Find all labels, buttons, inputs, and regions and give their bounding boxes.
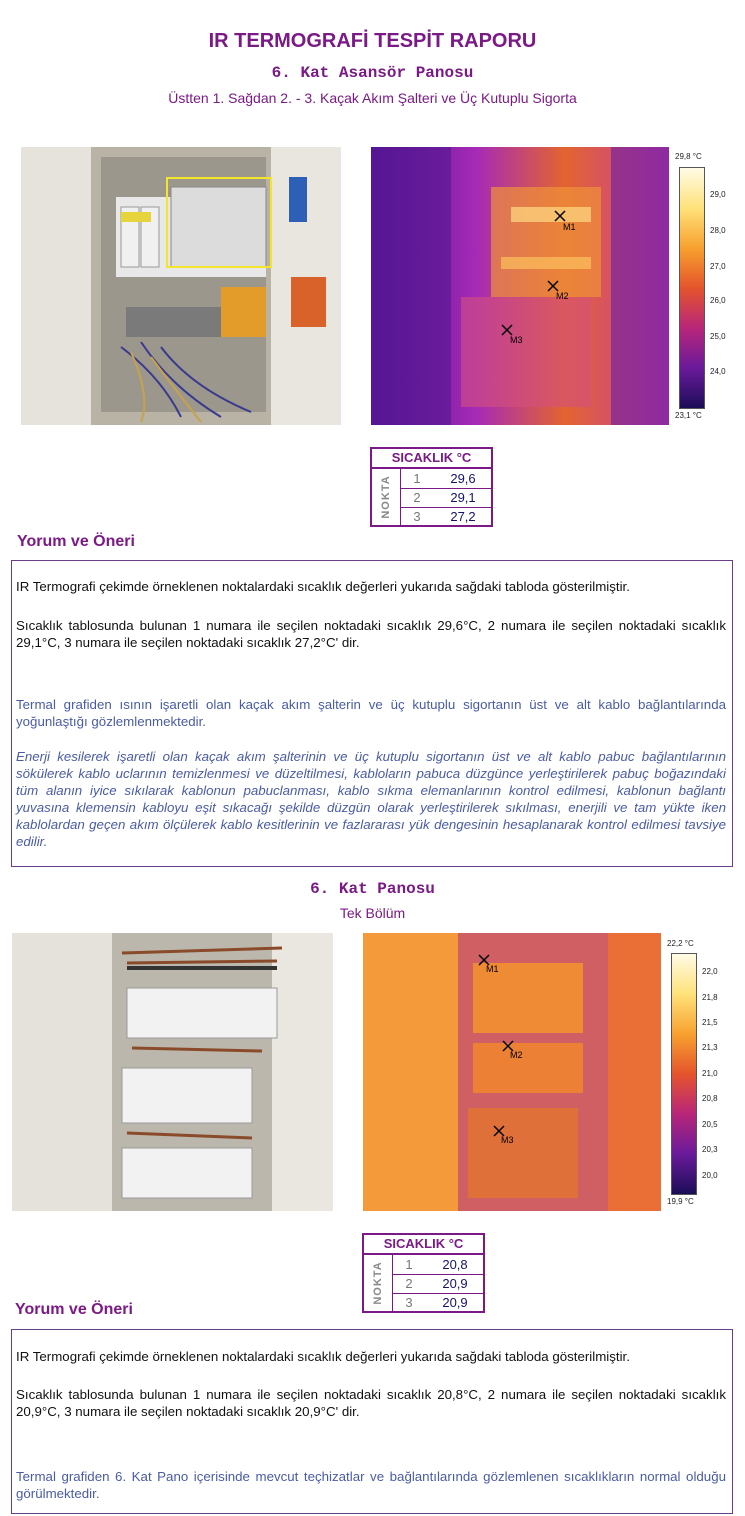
temperature-table-1 xyxy=(370,447,493,527)
panel-photo-2 xyxy=(12,933,333,1211)
comment-paragraph: IR Termografi çekimde örneklenen noktalardaki sıcaklık değerleri yukarıda sağdaki tabloda gösterilmiştir. xyxy=(16,1349,630,1364)
marker-m2: M2 xyxy=(556,291,569,301)
scale1-tick: 29,0 xyxy=(710,190,726,199)
temperature-table-2 xyxy=(362,1233,485,1313)
point-number: 1 xyxy=(405,1257,413,1272)
scale1-tick: 24,0 xyxy=(710,367,726,376)
point-number: 3 xyxy=(405,1295,413,1310)
scale2-tick: 20,3 xyxy=(702,1145,718,1154)
point-value: 29,1 xyxy=(450,490,476,505)
marker-m2: M2 xyxy=(510,1050,523,1060)
point-value: 27,2 xyxy=(450,509,476,524)
table-header: SICAKLIK °C xyxy=(372,449,491,469)
scale2-tick: 21,0 xyxy=(702,1069,718,1078)
report-title: IR TERMOGRAFİ TESPİT RAPORU xyxy=(208,30,537,52)
scale2-tick: 21,5 xyxy=(702,1018,718,1027)
point-number: 2 xyxy=(413,490,421,505)
comment-paragraph: Sıcaklık tablosunda bulunan 1 numara ile seçilen noktadaki sıcaklık 29,6°C, 2 numara ile seçilen noktadaki sıcaklık 29,1°C, 3 numara ile seçilen noktadaki sıcaklık 27,2°C' dir. xyxy=(16,618,726,650)
table-row xyxy=(393,1255,483,1275)
scale1-tick: 28,0 xyxy=(710,226,726,235)
section2-heading: 6. Kat Panosu xyxy=(310,880,435,898)
point-number: 2 xyxy=(405,1276,413,1291)
comment-box-2 xyxy=(11,1329,733,1514)
comment-title-1: Yorum ve Öneri xyxy=(17,533,135,550)
marker-m1: M1 xyxy=(563,222,576,232)
scale1-max: 29,8 °C xyxy=(675,152,702,161)
scale2-tick: 21,3 xyxy=(702,1043,718,1052)
thermal-image-1 xyxy=(371,147,669,425)
section2-subheading: Tek Bölüm xyxy=(339,905,406,921)
marker-m3: M3 xyxy=(501,1135,514,1145)
point-number: 1 xyxy=(413,471,421,486)
marker-m3: M3 xyxy=(510,335,523,345)
scale1-tick: 25,0 xyxy=(710,332,726,341)
panel-photo-1 xyxy=(21,147,341,425)
table-header: SICAKLIK °C xyxy=(364,1235,483,1255)
section1-heading: 6. Kat Asansör Panosu xyxy=(271,64,474,82)
scale2-min: 19,9 °C xyxy=(667,1197,694,1206)
point-value: 29,6 xyxy=(450,471,476,486)
point-value: 20,8 xyxy=(442,1257,468,1272)
comment-box-1 xyxy=(11,560,733,867)
section1-subheading: Üstten 1. Sağdan 2. - 3. Kaçak Akım Şalteri ve Üç Kutuplu Sigorta xyxy=(168,90,577,106)
point-value: 20,9 xyxy=(442,1276,468,1291)
thermal-image-2 xyxy=(363,933,661,1211)
table-row xyxy=(401,488,491,508)
marker-m1: M1 xyxy=(486,964,499,974)
table-side-label: NOKTA xyxy=(380,475,392,519)
scale1-tick: 26,0 xyxy=(710,296,726,305)
scale2-tick: 20,5 xyxy=(702,1120,718,1129)
scale2-tick: 20,8 xyxy=(702,1094,718,1103)
scale2-max: 22,2 °C xyxy=(667,939,694,948)
comment-paragraph: IR Termografi çekimde örneklenen noktalardaki sıcaklık değerleri yukarıda sağdaki tabloda gösterilmiştir. xyxy=(16,579,630,594)
scale2-tick: 20,0 xyxy=(702,1171,718,1180)
table-row xyxy=(401,507,491,526)
table-row xyxy=(401,469,491,489)
table-row xyxy=(393,1274,483,1294)
point-value: 20,9 xyxy=(442,1295,468,1310)
comment-paragraph: Enerji kesilerek işaretli olan kaçak akım şalterinin ve üç kutuplu sigortanın üst ve alt kablo pabuc bağlantılarının sökülerek kablo uclarının temizlenmesi ve düzeltilmesi, kabloların pabuca düzgünce yerleştirilerek pabuç boğazındaki tüm alanın iyice sıkılarak kablonun pabuclanması, kablo sıkma elemanlarının kontrol edilmesi, kablonun bağlantı yuvasına klemensin kabloyu eşit sıkacağı şekilde düzgün olarak yerleştirilerek sıkılması, enerjili ve tam yükte iken kablolardan geçen akım ölçülerek kablo kesitlerinin ve fazlararası yük dengesinin hesaplanarak kontrol edilmesi tavsiye edilir. xyxy=(16,749,726,849)
comment-paragraph: Sıcaklık tablosunda bulunan 1 numara ile seçilen noktadaki sıcaklık 20,8°C, 2 numara ile seçilen noktadaki sıcaklık 20,9°C, 3 numara ile seçilen noktadaki sıcaklık 20,9°C' dir. xyxy=(16,1387,726,1419)
comment-paragraph: Termal grafiden 6. Kat Pano içerisinde mevcut teçhizatlar ve bağlantılarında gözlemlenen sıcaklıkların normal olduğu görülmektedir. xyxy=(16,1469,726,1501)
scale1-min: 23,1 °C xyxy=(675,411,702,420)
table-row xyxy=(393,1293,483,1312)
scale1-colorbar xyxy=(679,167,705,409)
comment-title-2: Yorum ve Öneri xyxy=(15,1301,133,1318)
point-number: 3 xyxy=(413,509,421,524)
scale2-colorbar xyxy=(671,953,697,1195)
scale2-tick: 22,0 xyxy=(702,967,718,976)
comment-paragraph: Termal grafiden ısının işaretli olan kaçak akım şalterin ve üç kutuplu sigortanın üst ve alt kablo bağlantılarında yoğunlaştığı gözlemlenmektedir. xyxy=(16,697,726,729)
table-side-label: NOKTA xyxy=(372,1261,384,1305)
scale1-tick: 27,0 xyxy=(710,262,726,271)
scale2-tick: 21,8 xyxy=(702,993,718,1002)
